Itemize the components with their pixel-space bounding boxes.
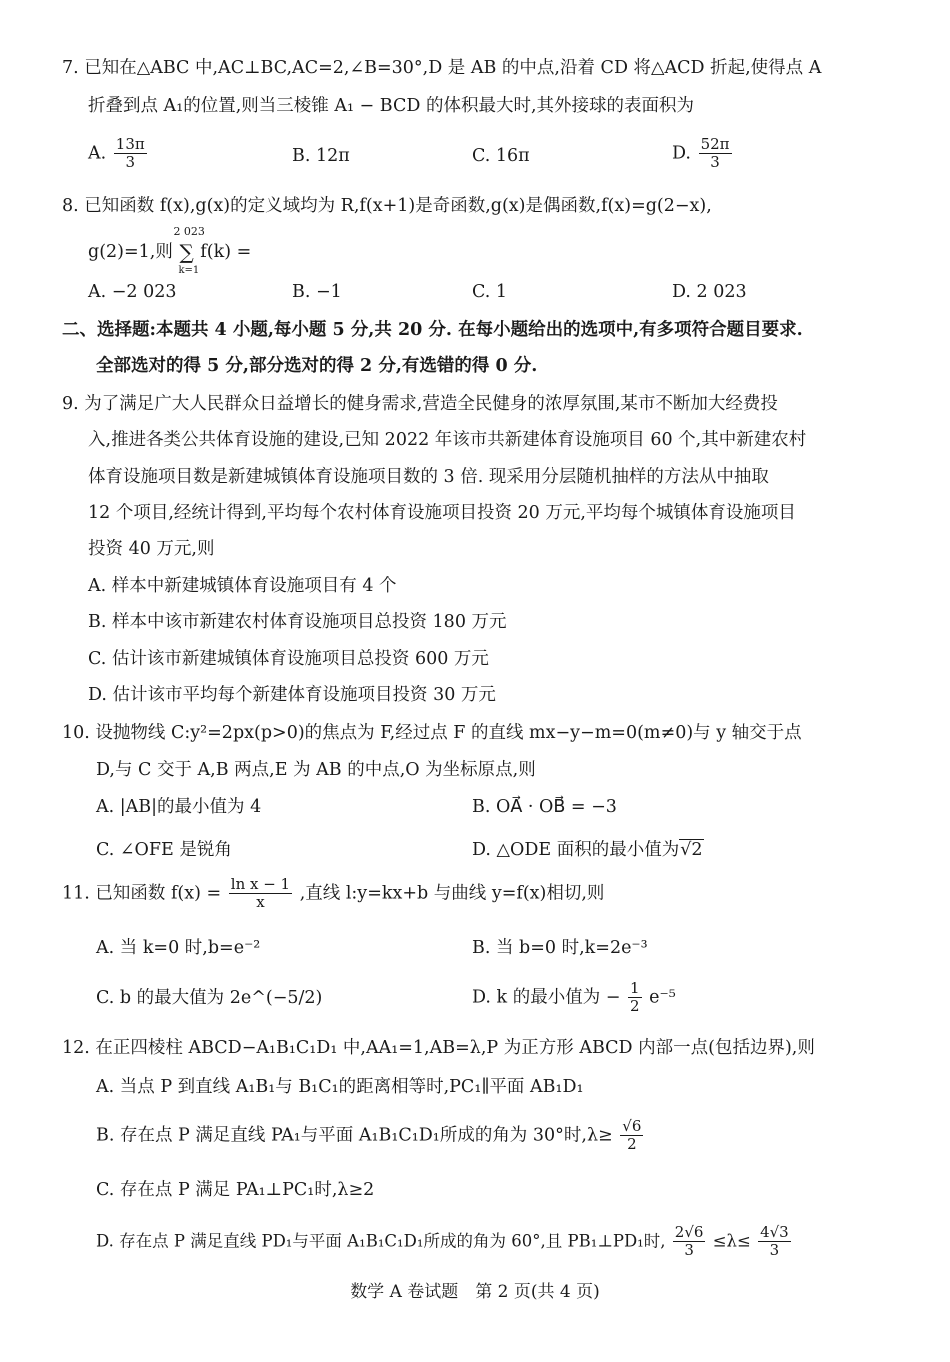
q11-option-b: B. 当 b=0 时,k=2e⁻³ xyxy=(472,938,648,958)
numerator: 4√3 xyxy=(760,1223,789,1241)
denominator: x xyxy=(256,893,265,912)
denominator: 2 xyxy=(627,1135,637,1154)
q8-line2 xyxy=(88,225,252,276)
q11-option-d xyxy=(472,980,676,1016)
q12-option-d-text: D. 存在点 P 满足直线 PD₁与平面 A₁B₁C₁D₁所成的角为 60°,且 PB₁⊥PD₁时, xyxy=(96,1231,666,1251)
q8-line2-pre: g(2)=1,则 xyxy=(88,242,173,262)
q11-stem-pre: 11. 已知函数 f(x) = xyxy=(62,883,222,904)
fraction xyxy=(699,136,732,172)
q7-line2: 折叠到点 A₁的位置,则当三棱锥 A₁ − BCD 的体积最大时,其外接球的表面积为 xyxy=(88,96,695,116)
q10-option-d-text: D. △ODE 面积的最小值为 xyxy=(472,840,680,860)
q8-option-c: C. 1 xyxy=(472,282,508,302)
q12-option-b-text: B. 存在点 P 满足直线 PA₁与平面 A₁B₁C₁D₁所成的角为 30°时,λ≥ xyxy=(96,1125,613,1146)
q8-line1: 8. 已知函数 f(x),g(x)的定义域均为 R,f(x+1)是奇函数,g(x)是偶函数,f(x)=g(2−x), xyxy=(62,196,712,216)
denominator: 3 xyxy=(125,153,136,172)
numerator: 1 xyxy=(630,979,640,997)
denominator: 3 xyxy=(710,153,720,172)
fraction xyxy=(628,980,642,1016)
q12-line1: 12. 在正四棱柱 ABCD−A₁B₁C₁D₁ 中,AA₁=1,AB=λ,P 为正方形 ABCD 内部一点(包括边界),则 xyxy=(62,1038,815,1058)
q11-option-a: A. 当 k=0 时,b=e⁻² xyxy=(96,938,261,958)
option-label: A. xyxy=(88,143,107,164)
q7-option-a xyxy=(88,136,149,172)
q10-option-b: B. OA⃗ · OB⃗ = −3 xyxy=(472,797,617,817)
q10-line2: D,与 C 交于 A,B 两点,E 为 AB 的中点,O 为坐标原点,则 xyxy=(96,760,536,780)
fraction xyxy=(673,1224,706,1260)
numerator: 52π xyxy=(700,135,730,153)
q11-option-d-text: D. k 的最小值为 − xyxy=(472,987,621,1008)
fraction xyxy=(229,876,292,912)
q11-option-d-post: e⁻⁵ xyxy=(649,987,676,1008)
q11-stem xyxy=(62,876,604,912)
section2-header-line2: 全部选对的得 5 分,部分选对的得 2 分,有选错的得 0 分. xyxy=(96,356,538,376)
fraction xyxy=(758,1224,791,1260)
q12-option-c: C. 存在点 P 满足 PA₁⊥PC₁时,λ≥2 xyxy=(96,1180,375,1200)
q12-option-d-mid: ≤λ≤ xyxy=(712,1231,751,1251)
q9-option-a: A. 样本中新建城镇体育设施项目有 4 个 xyxy=(88,576,397,596)
q9-line2: 入,推进各类公共体育设施的建设,已知 2022 年该市共新建体育设施项目 60 个,其中新建农村 xyxy=(88,430,807,450)
q9-line1: 9. 为了满足广大人民群众日益增长的健身需求,营造全民健身的浓厚氛围,某市不断加大经费投 xyxy=(62,394,778,414)
q10-option-d xyxy=(472,840,704,861)
q9-line3: 体育设施项目数是新建城镇体育设施项目数的 3 倍. 现采用分层随机抽样的方法从中抽取 xyxy=(88,467,769,487)
q9-option-b: B. 样本中该市新建农村体育设施项目总投资 180 万元 xyxy=(88,612,507,632)
q8-line2-post: f(k) = xyxy=(200,242,252,262)
section2-header-line1: 二、选择题:本题共 4 小题,每小题 5 分,共 20 分. 在每小题给出的选项中,有多项符合题目要求. xyxy=(62,320,803,340)
sum-upper-limit: 2 023 xyxy=(173,225,205,238)
page-footer: 数学 A 卷试题 第 2 页(共 4 页) xyxy=(350,1282,600,1302)
q10-option-a: A. |AB|的最小值为 4 xyxy=(96,797,262,817)
numerator: ln x − 1 xyxy=(230,875,291,893)
q12-option-a: A. 当点 P 到直线 A₁B₁与 B₁C₁的距离相等时,PC₁∥平面 AB₁D₁ xyxy=(96,1077,584,1097)
sqrt-value: √2 xyxy=(680,840,703,860)
q12-option-b xyxy=(96,1118,645,1154)
q8-option-b: B. −1 xyxy=(292,282,342,302)
summation xyxy=(173,225,205,276)
q9-line4: 12 个项目,经统计得到,平均每个农村体育设施项目投资 20 万元,平均每个城镇体育设施项目 xyxy=(88,503,796,523)
q7-option-c: C. 16π xyxy=(472,146,530,166)
q10-line1: 10. 设抛物线 C:y²=2px(p>0)的焦点为 F,经过点 F 的直线 mx−y−m=0(m≠0)与 y 轴交于点 xyxy=(62,723,802,743)
denominator: 2 xyxy=(630,997,640,1016)
denominator: 3 xyxy=(769,1241,780,1260)
q11-stem-post: ,直线 l:y=kx+b 与曲线 y=f(x)相切,则 xyxy=(299,883,605,904)
q9-option-c: C. 估计该市新建城镇体育设施项目总投资 600 万元 xyxy=(88,649,489,669)
numerator: 13π xyxy=(115,135,145,153)
fraction xyxy=(114,136,147,172)
q12-option-d xyxy=(96,1224,793,1260)
q9-line5: 投资 40 万元,则 xyxy=(88,539,215,559)
sum-sign: ∑ xyxy=(179,240,194,264)
numerator: 2√6 xyxy=(674,1223,704,1241)
option-label: D. xyxy=(672,143,691,164)
q11-option-c: C. b 的最大值为 2e^(−5/2) xyxy=(96,988,323,1008)
fraction xyxy=(620,1118,643,1154)
q7-option-d xyxy=(672,136,734,172)
numerator: √6 xyxy=(622,1117,642,1135)
sum-lower-limit: k=1 xyxy=(178,265,200,276)
q10-option-c: C. ∠OFE 是锐角 xyxy=(96,840,232,860)
q9-option-d: D. 估计该市平均每个新建体育设施项目投资 30 万元 xyxy=(88,685,496,705)
q8-option-d: D. 2 023 xyxy=(672,282,747,302)
denominator: 3 xyxy=(684,1241,694,1260)
q7-line1: 7. 已知在△ABC 中,AC⊥BC,AC=2,∠B=30°,D 是 AB 的中点,沿着 CD 将△ACD 折起,使得点 A xyxy=(62,58,822,78)
q7-option-b: B. 12π xyxy=(292,146,350,166)
q8-option-a: A. −2 023 xyxy=(88,282,177,302)
